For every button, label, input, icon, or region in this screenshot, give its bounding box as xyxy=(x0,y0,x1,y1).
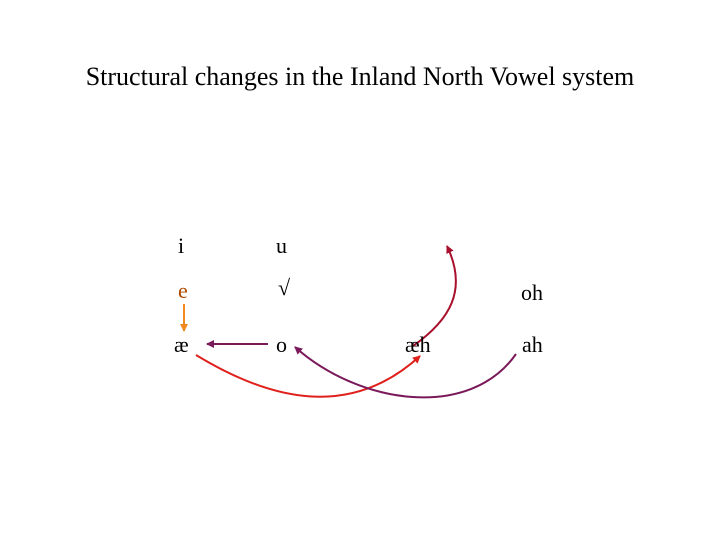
arrow-ae-to-aeh xyxy=(196,355,420,397)
vowel-e: e xyxy=(178,278,188,303)
vowel-ah: ah xyxy=(522,332,543,357)
vowel-wedge: √ xyxy=(278,275,291,300)
vowel-oh: oh xyxy=(521,280,543,305)
vowel-u: u xyxy=(276,233,287,258)
arrow-aeh-upward xyxy=(413,246,456,346)
vowel-aeh: æh xyxy=(405,332,431,357)
vowel-o: o xyxy=(276,332,287,357)
slide-title: Structural changes in the Inland North Vowel system xyxy=(85,62,635,91)
vowel-i: i xyxy=(178,233,185,258)
vowel-ae: æ xyxy=(174,332,189,357)
